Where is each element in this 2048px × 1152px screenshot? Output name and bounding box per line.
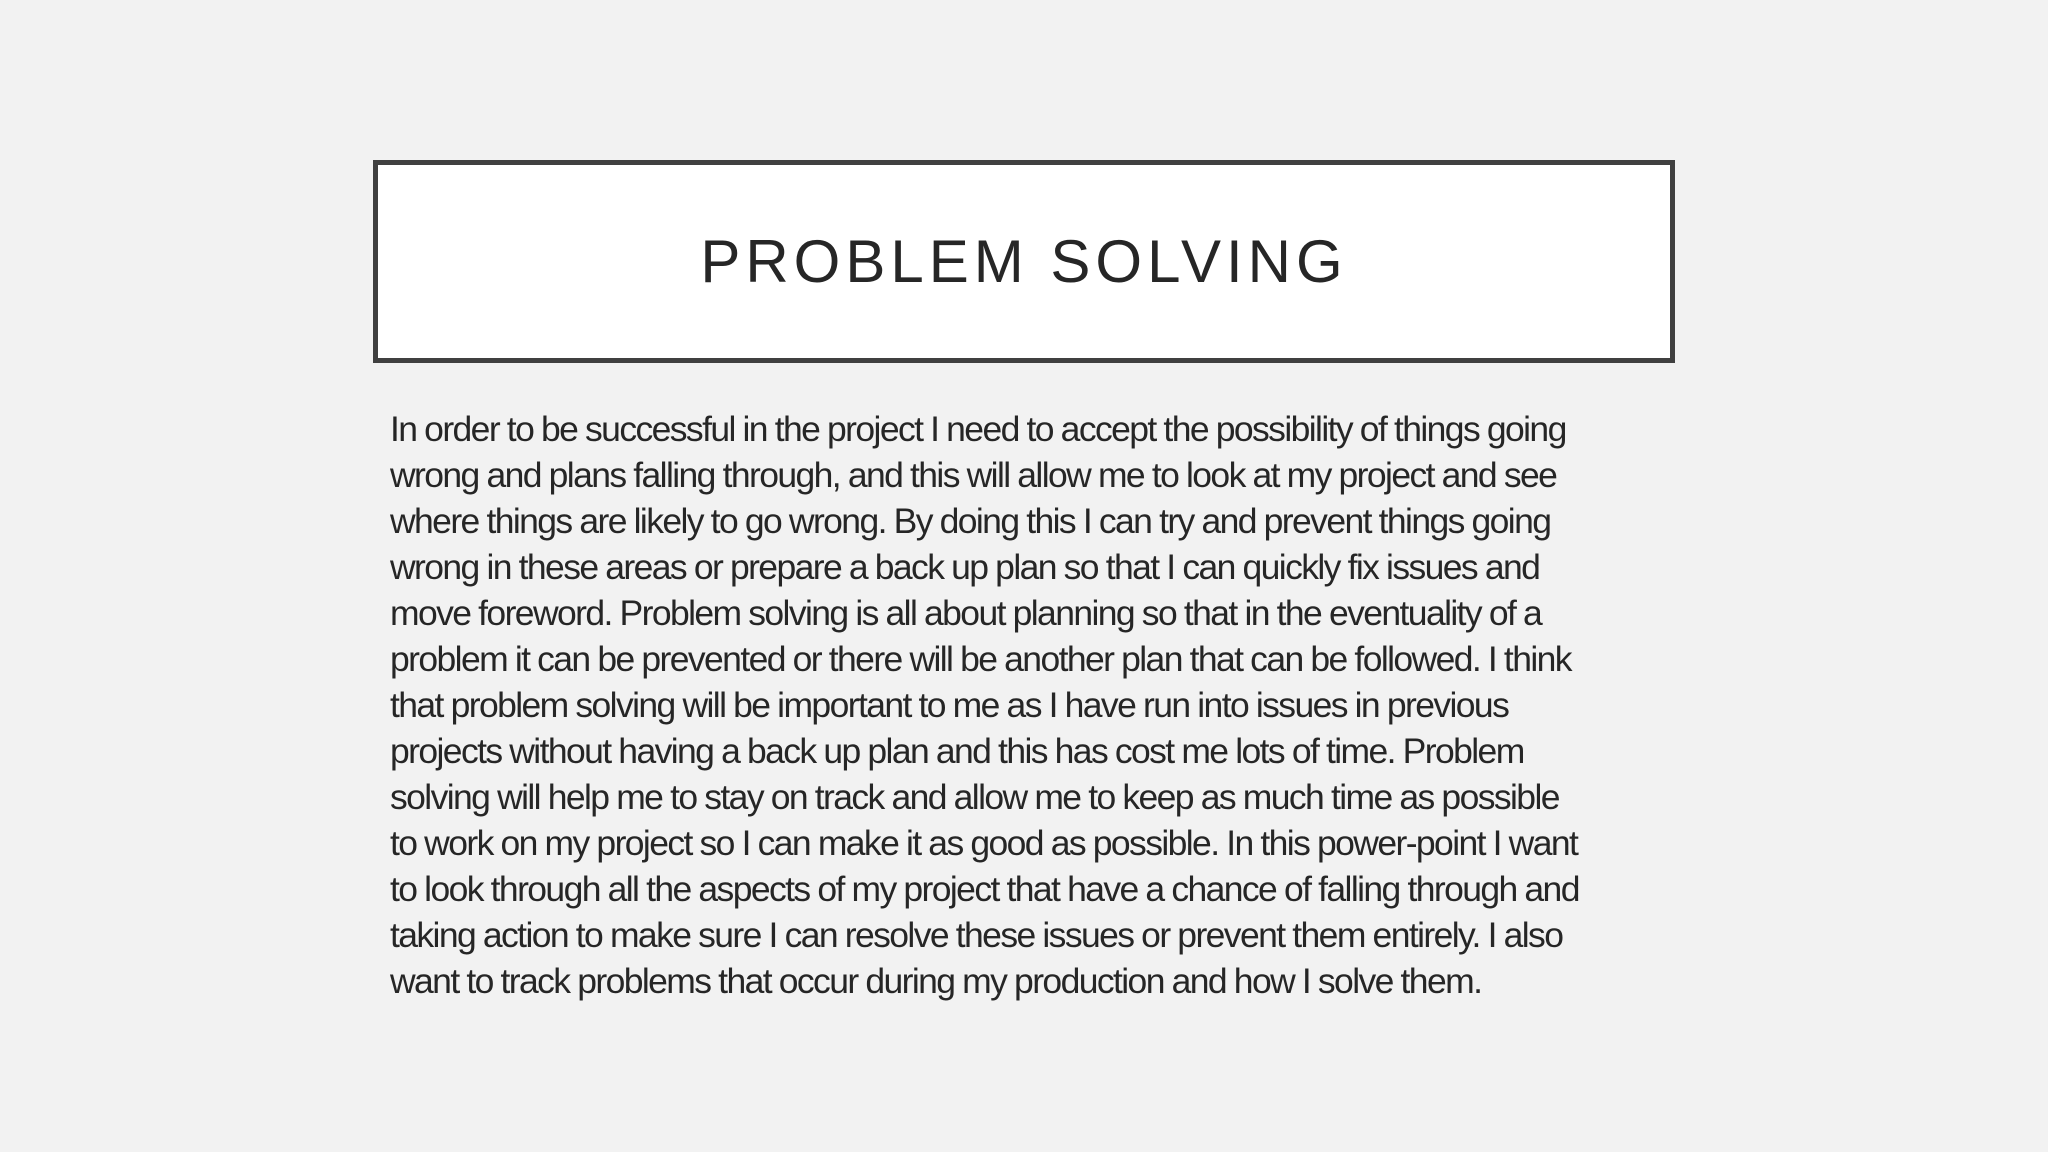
body-line: move foreword. Problem solving is all about planning so that in the eventuality of a: [390, 593, 1542, 633]
slide-title: PROBLEM SOLVING: [700, 227, 1348, 295]
body-line: In order to be successful in the project I need to accept the possibility of things going: [390, 409, 1566, 449]
body-line: to work on my project so I can make it as good as possible. In this power-point I want: [390, 823, 1578, 863]
title-box: [373, 160, 1675, 363]
body-line: projects without having a back up plan and this has cost me lots of time. Problem: [390, 731, 1524, 771]
body-line: where things are likely to go wrong. By doing this I can try and prevent things going: [390, 501, 1551, 541]
body-line: solving will help me to stay on track and allow me to keep as much time as possible: [390, 777, 1559, 817]
body-line: taking action to make sure I can resolve these issues or prevent them entirely. I also: [390, 915, 1563, 955]
body-line: wrong and plans falling through, and this will allow me to look at my project and see: [390, 455, 1557, 495]
body-line: that problem solving will be important to me as I have run into issues in previous: [390, 685, 1509, 725]
body-line: want to track problems that occur during my production and how I solve them.: [390, 961, 1482, 1001]
body-line: wrong in these areas or prepare a back up plan so that I can quickly fix issues and: [390, 547, 1540, 587]
body-text: [390, 406, 1670, 1004]
body-line: to look through all the aspects of my project that have a chance of falling through and: [390, 869, 1579, 909]
body-line: problem it can be prevented or there will be another plan that can be followed. I think: [390, 639, 1571, 679]
